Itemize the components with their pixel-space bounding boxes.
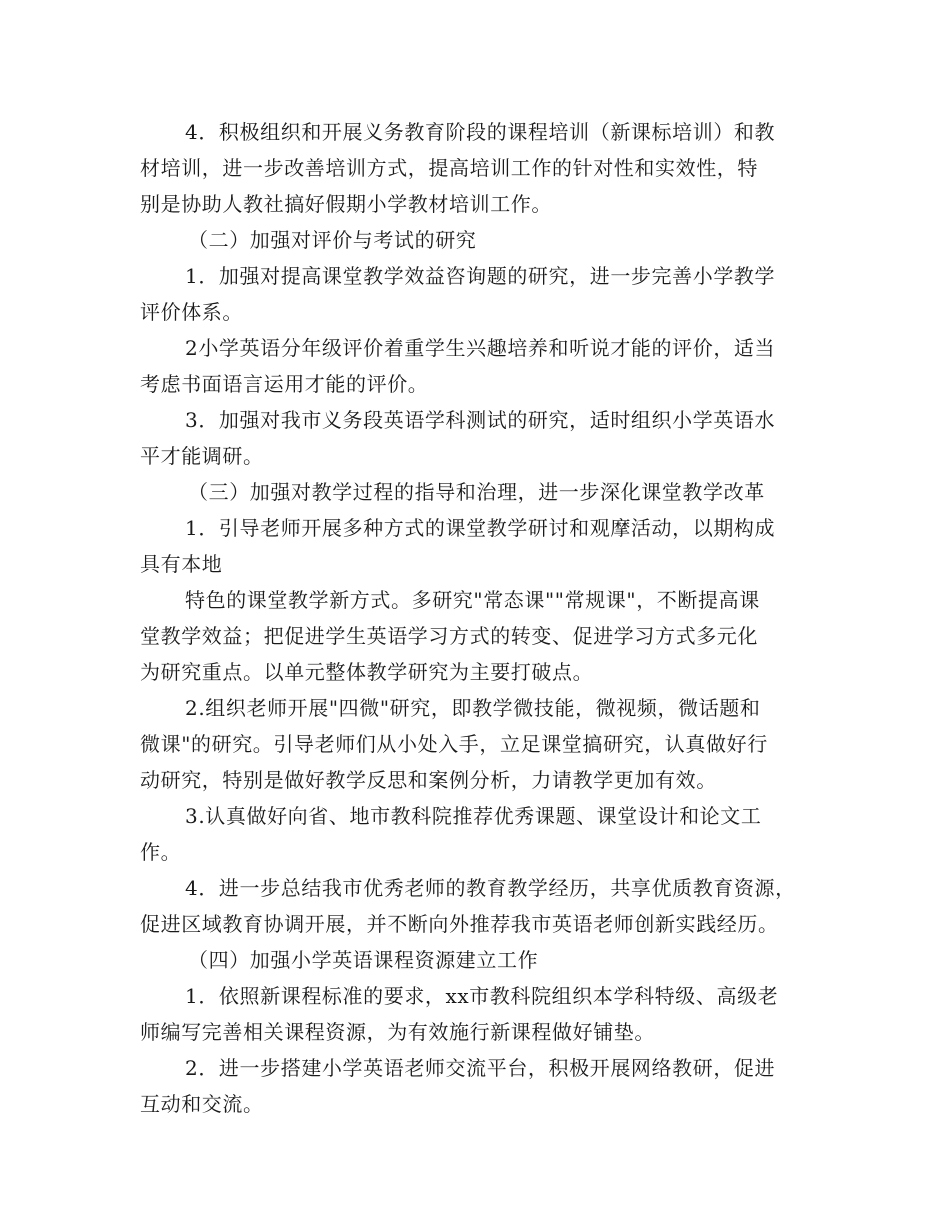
paragraph-line: 3.认真做好向省、地市教科院推荐优秀课题、课堂设计和论文工: [185, 804, 762, 828]
paragraph-line: 师编写完善相关课程资源，为有效施行新课程做好铺垫。: [140, 1020, 655, 1044]
paragraph-line: 特色的课堂教学新方式。多研究"常态课""常规课"，不断提高课: [185, 588, 760, 612]
paragraph-line: 2．进一步搭建小学英语老师交流平台，积极开展网络教研，促进: [185, 1056, 776, 1080]
paragraph-line: 4．积极组织和开展义务教育阶段的课程培训（新课标培训）和教: [185, 120, 776, 144]
paragraph-line: 别是协助人教社搞好假期小学教材培训工作。: [140, 192, 552, 216]
section-heading: （二）加强对评价与考试的研究: [188, 228, 477, 252]
paragraph-line: 考虑书面语言运用才能的评价。: [140, 372, 429, 396]
paragraph-line: 3．加强对我市义务段英语学科测试的研究，适时组织小学英语水: [185, 408, 776, 432]
paragraph-line: 具有本地: [140, 552, 223, 576]
paragraph-line: 动研究，特别是做好教学反思和案例分析，力请教学更加有效。: [140, 768, 717, 792]
paragraph-line: 促进区域教育协调开展，并不断向外推荐我市英语老师创新实践经历。: [140, 912, 779, 936]
paragraph-line: 1．引导老师开展多种方式的课堂教学研讨和观摩活动，以期构成: [185, 516, 776, 540]
paragraph-line: 作。: [140, 840, 182, 864]
paragraph-line: 平才能调研。: [140, 444, 264, 468]
paragraph-line: 材培训，进一步改善培训方式，提高培训工作的针对性和实效性，特: [140, 156, 758, 180]
paragraph-line: 微课"的研究。引导老师们从小处入手，立足课堂搞研究，认真做好行: [140, 732, 768, 756]
paragraph-line: 2小学英语分年级评价着重学生兴趣培养和听说才能的评价，适当: [185, 336, 776, 360]
paragraph-line: 互动和交流。: [140, 1092, 264, 1116]
paragraph-line: 1．依照新课程标准的要求，xx市教科院组织本学科特级、高级老: [185, 984, 779, 1008]
section-heading: （三）加强对教学过程的指导和治理，进一步深化课堂教学改革: [188, 480, 765, 504]
paragraph-line: 4．进一步总结我市优秀老师的教育教学经历，共享优质教育资源，: [185, 876, 796, 900]
paragraph-line: 1．加强对提高课堂教学效益咨询题的研究，进一步完善小学教学: [185, 264, 776, 288]
paragraph-line: 评价体系。: [140, 300, 243, 324]
paragraph-line: 2.组织老师开展"四微"研究，即教学微技能，微视频，微话题和: [185, 696, 761, 720]
section-heading: （四）加强小学英语课程资源建立工作: [188, 948, 539, 972]
paragraph-line: 堂教学效益；把促进学生英语学习方式的转变、促进学习方式多元化: [140, 624, 758, 648]
paragraph-line: 为研究重点。以单元整体教学研究为主要打破点。: [140, 660, 594, 684]
